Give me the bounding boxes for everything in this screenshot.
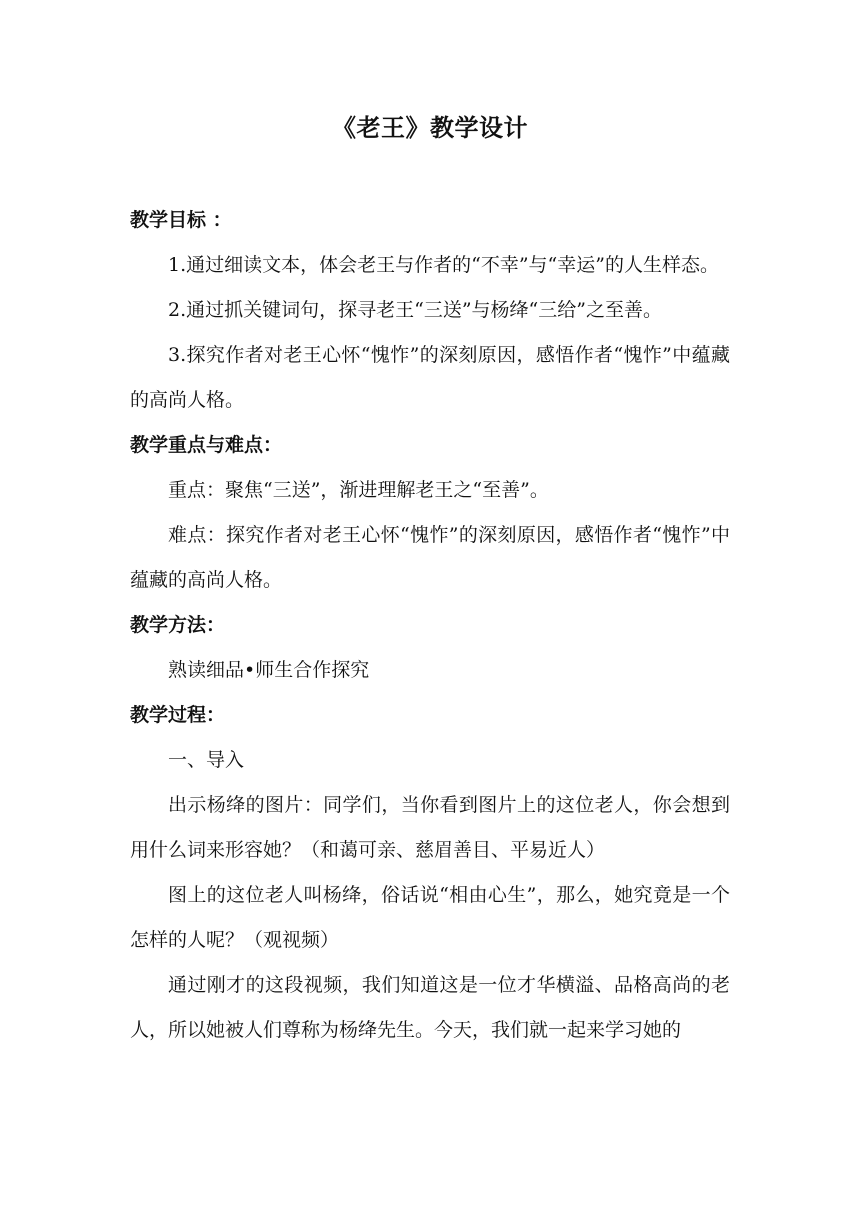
objective-item-1: 1.通过细读文本，体会老王与作者的“不幸”与“幸运”的人生样态。 [168,254,719,276]
document-title: 《老王》教学设计 [332,113,528,142]
objectives-heading: 教学目标 ： [130,209,232,231]
process-item-4: 通过刚才的这段视频，我们知道这是一位才华横溢、品格高尚的老人，所以她被人们尊称为杨绛先生。今天，我们就一起来学习她的 [130,974,730,1041]
key-point-item-1: 重点：聚焦“三送”，渐进理解老王之“至善”。 [168,479,549,501]
method-item-1: 熟读细品•师生合作探究 [168,659,370,681]
document-body [130,198,730,1053]
process-item-3: 图上的这位老人叫杨绛，俗话说“相由心生”，那么，她究竟是一个怎样的人呢？（观视频） [130,884,730,951]
methods-heading: 教学方法： [130,614,226,636]
process-item-1: 一、导入 [168,749,245,771]
key-point-item-2: 难点：探究作者对老王心怀“愧怍”的深刻原因，感悟作者“愧怍”中蕴藏的高尚人格。 [130,524,730,591]
process-heading: 教学过程： [130,704,226,726]
objective-item-2: 2.通过抓关键词句，探寻老王“三送”与杨绛“三给”之至善。 [168,299,662,321]
process-item-2: 出示杨绛的图片：同学们，当你看到图片上的这位老人，你会想到用什么词来形容她？（和蔼可亲、慈眉善目、平易近人） [130,794,730,861]
key-points-heading: 教学重点与难点： [130,434,283,456]
objective-item-3: 3.探究作者对老王心怀“愧怍”的深刻原因，感悟作者“愧怍”中蕴藏的高尚人格。 [130,344,730,411]
